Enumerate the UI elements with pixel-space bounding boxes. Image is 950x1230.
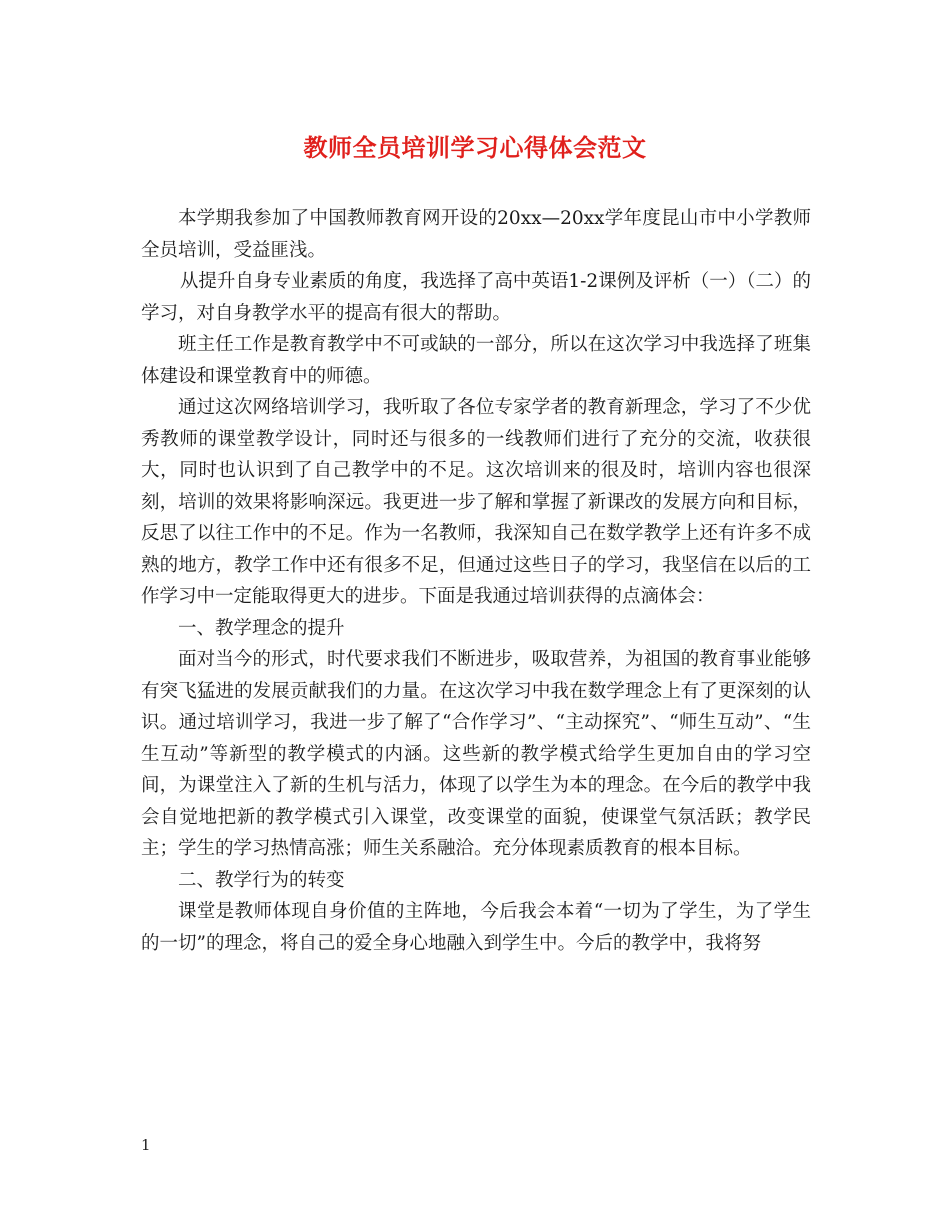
- paragraph-teaching-behavior: 课堂是教师体现自身价值的主阵地，今后我会本着“一切为了学生，为了学生的一切”的理念，将自己的爱全身心地融入到学生中。今后的教学中，我将努: [141, 901, 811, 954]
- paragraph-class-teacher: 班主任工作是教育教学中不可或缺的一部分，所以在这次学习中我选择了班集体建设和课堂教育中的师德。: [141, 334, 811, 387]
- paragraph-training-reflection: 通过这次网络培训学习，我听取了各位专家学者的教育新理念，学习了不少优秀教师的课堂教学设计，同时还与很多的一线教师们进行了充分的交流，收获很大，同时也认识到了自己教学中的不足。这次培训来的很及时，培训内容也很深刻，培训的效果将影响深远。我更进一步了解和掌握了新课改的发展方向和目标，反思了以往工作中的不足。作为一名教师，我深知自己在数学教学上还有许多不成熟的地方，教学工作中还有很多不足，但通过这些日子的学习，我坚信在以后的工作学习中一定能取得更大的进步。下面是我通过培训获得的点滴体会：: [141, 397, 811, 607]
- document-title: 教师全员培训学习心得体会范文: [303, 133, 647, 162]
- paragraph-intro: 本学期我参加了中国教师教育网开设的20xx—20xx学年度昆山市中小学教师全员培训，受益匪浅。: [141, 208, 811, 261]
- paragraph-course-selection: 从提升自身专业素质的角度，我选择了高中英语1-2课例及评析（一）（二）的学习，对自身教学水平的提高有很大的帮助。: [141, 271, 811, 324]
- paragraph-teaching-philosophy: 面对当今的形式，时代要求我们不断进步，吸取营养，为祖国的教育事业能够有突飞猛进的发展贡献我们的力量。在这次学习中我在数学理念上有了更深刻的认识。通过培训学习，我进一步了解了“合作学习”、“主动探究”、“师生互动”、“生生互动”等新型的教学模式的内涵。这些新的教学模式给学生更加自由的学习空间，为课堂注入了新的生机与活力，体现了以学生为本的理念。在今后的教学中我会自觉地把新的教学模式引入课堂，改变课堂的面貌，使课堂气氛活跃；教学民主；学生的学习热情高涨；师生关系融洽。充分体现素质教育的根本目标。: [141, 649, 811, 859]
- section-heading-teaching-behavior: 二、教学行为的转变: [178, 869, 345, 891]
- document-body: [141, 203, 811, 959]
- page-number: 1: [141, 1136, 151, 1154]
- section-heading-teaching-philosophy: 一、教学理念的提升: [178, 617, 345, 639]
